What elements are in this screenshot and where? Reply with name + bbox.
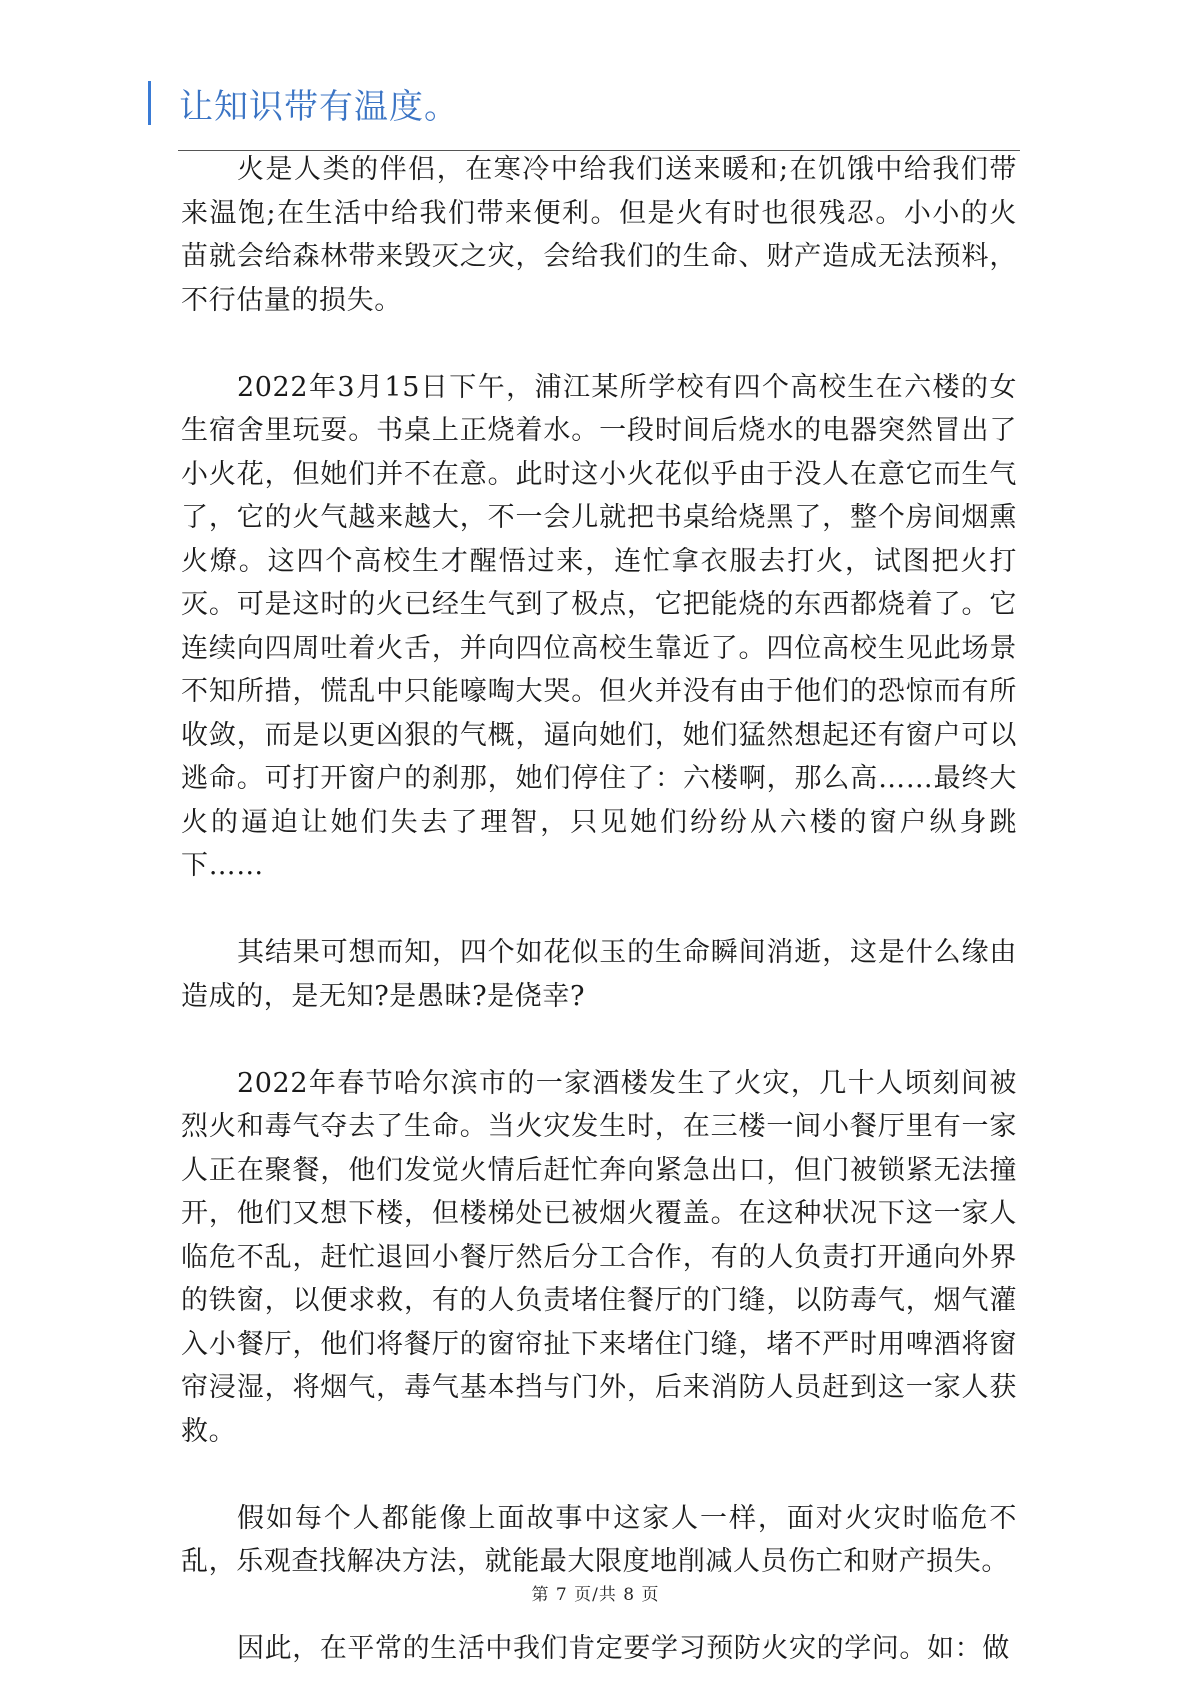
paragraph-6: 因此，在平常的生活中我们肯定要学习预防火灾的学问。如：做 <box>237 1633 1010 1664</box>
header-title: 让知识带有温度。 <box>179 86 459 127</box>
page-number-footer: 第 7 页/共 8 页 <box>531 1585 660 1605</box>
document-body <box>181 148 1017 1671</box>
paragraph-2: 2022年3月15日下午，浦江某所学校有四个高校生在六楼的女生宿舍里玩耍。书桌上正烧着水。一段时间后烧水的电器突然冒出了小火花，但她们并不在意。此时这小火花似乎由于没人在意它而生气了，它的火气越来越大，不一会儿就把书桌给烧黑了，整个房间烟熏火燎。这四个高校生才醒悟过来，连忙拿衣服去打火，试图把火打灭。可是这时的火已经生气到了极点，它把能烧的东西都烧着了。它连续向四周吐着火舌，并向四位高校生靠近了。四位高校生见此场景不知所措，慌乱中只能嚎啕大哭。但火并没有由于他们的恐惊而有所收敛，而是以更凶狠的气概，逼向她们，她们猛然想起还有窗户可以逃命。可打开窗户的刹那，她们停住了：六楼啊，那么高……最终大火的逼迫让她们失去了理智，只见她们纷纷从六楼的窗户纵身跳下…… <box>181 371 1017 881</box>
paragraph-4: 2022年春节哈尔滨市的一家酒楼发生了火灾，几十人顷刻间被烈火和毒气夺去了生命。当火灾发生时，在三楼一间小餐厅里有一家人正在聚餐，他们发觉火情后赶忙奔向紧急出口，但门被锁紧无法撞开，他们又想下楼，但楼梯处已被烟火覆盖。在这种状况下这一家人临危不乱，赶忙退回小餐厅然后分工合作，有的人负责打开通向外界的铁窗，以便求救，有的人负责堵住餐厅的门缝，以防毒气，烟气灌入小餐厅，他们将餐厅的窗帘扯下来堵住门缝，堵不严时用啤酒将窗帘浸湿，将烟气，毒气基本挡与门外，后来消防人员赶到这一家人获救。 <box>181 1067 1017 1447</box>
paragraph-1: 火是人类的伴侣，在寒冷中给我们送来暖和;在饥饿中给我们带来温饱;在生活中给我们带来便利。但是火有时也很残忍。小小的火苗就会给森林带来毁灭之灾，会给我们的生命、财产造成无法预料，不行估量的损失。 <box>181 154 1017 316</box>
page-header <box>148 78 459 128</box>
paragraph-3: 其结果可想而知，四个如花似玉的生命瞬间消逝，这是什么缘由造成的，是无知?是愚昧?是侥幸? <box>181 937 1017 1012</box>
header-accent-bar <box>148 81 151 125</box>
paragraph-5: 假如每个人都能像上面故事中这家人一样，面对火灾时临危不乱，乐观查找解决方法，就能最大限度地削减人员伤亡和财产损失。 <box>181 1502 1017 1577</box>
